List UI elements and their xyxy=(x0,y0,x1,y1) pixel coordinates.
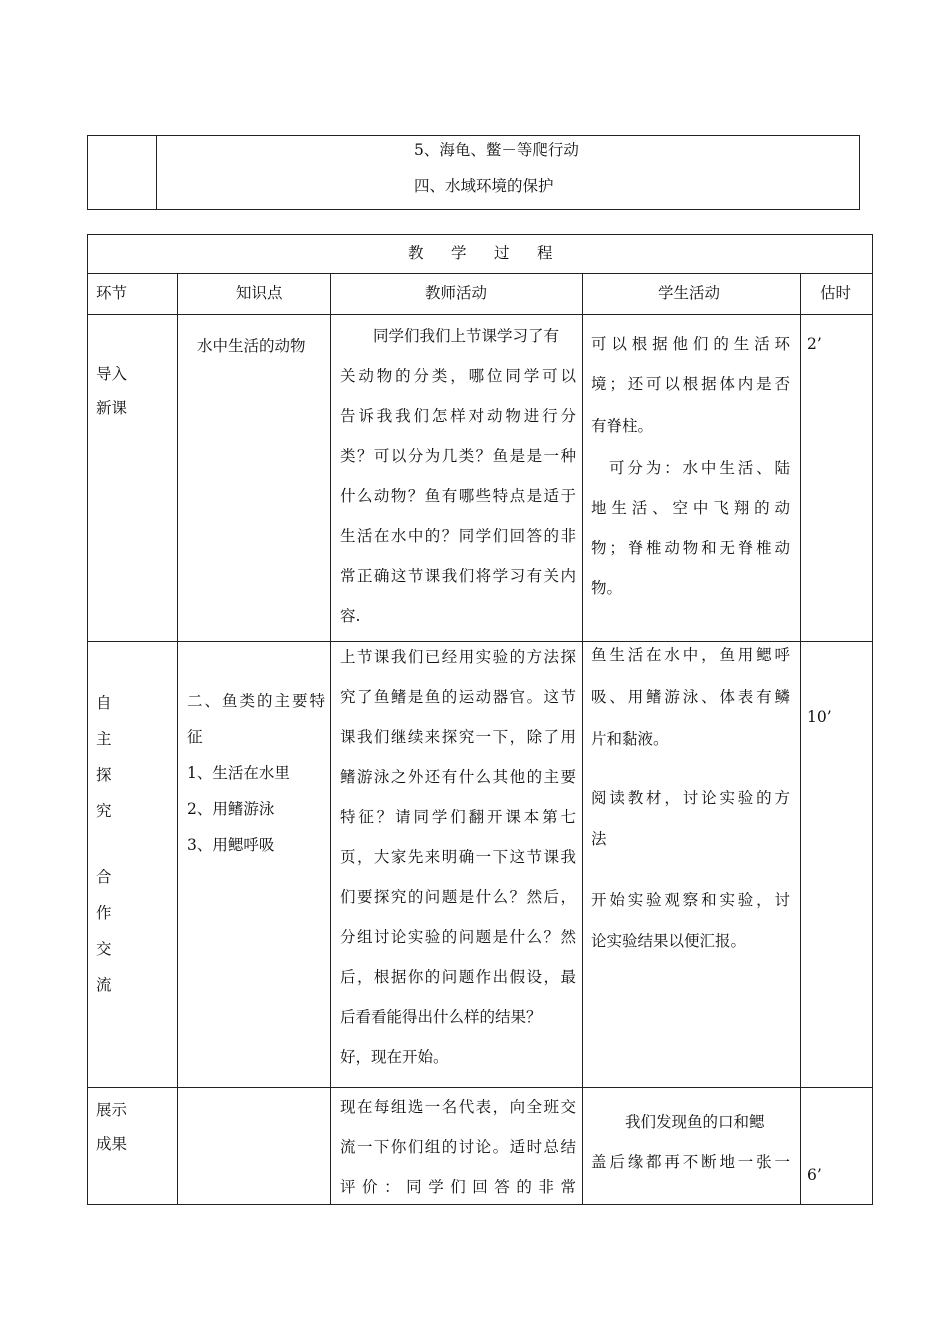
stage-text: 成果 xyxy=(96,1135,128,1153)
row-divider-title xyxy=(87,273,873,274)
row1-knowledge: 水中生活的动物 xyxy=(197,337,306,355)
header-stage: 环节 xyxy=(96,284,128,302)
student-line: 地生活、空中飞翔的动 xyxy=(591,499,790,517)
stage-text: 究 xyxy=(96,802,112,820)
teacher-line: 容. xyxy=(340,607,361,625)
teacher-line: 关动物的分类，哪位同学可以 xyxy=(340,367,576,385)
student-line: 开始实验观察和实验，讨 xyxy=(591,891,790,909)
stage-text: 交 xyxy=(96,940,112,958)
teacher-line: 同学们我们上节课学习了有 xyxy=(373,327,560,345)
stage-text: 导入 xyxy=(96,365,128,383)
student-line: 鱼生活在水中，鱼用鳃呼 xyxy=(591,646,790,664)
row1-time: 2’ xyxy=(807,335,822,353)
row2-stage xyxy=(96,685,112,1003)
top-table-divider xyxy=(156,135,157,210)
student-line: 片和黏液。 xyxy=(591,730,669,748)
teacher-line: 上节课我们已经用实验的方法探 xyxy=(340,648,576,666)
student-line: 我们发现鱼的口和鳃 xyxy=(625,1113,765,1131)
student-line: 论实验结果以便汇报。 xyxy=(591,932,747,950)
teacher-line: 流一下你们组的讨论。适时总结 xyxy=(340,1138,576,1156)
student-line: 境；还可以根据体内是否 xyxy=(591,375,790,393)
teacher-line: 什么动物？鱼有哪些特点是适于 xyxy=(340,487,576,505)
knowledge-line: 二、鱼类的主要特 xyxy=(187,692,325,710)
teacher-line: 现在每组选一名代表，向全班交 xyxy=(340,1098,576,1116)
row3-stage xyxy=(96,1093,127,1161)
student-line: 吸、用鳍游泳、体表有鳞 xyxy=(591,688,790,706)
col-divider-3 xyxy=(582,273,583,1205)
col-divider-2 xyxy=(330,273,331,1205)
student-line: 可以根据他们的生活环 xyxy=(591,335,790,353)
stage-text: 展示 xyxy=(96,1101,128,1119)
row-divider-header xyxy=(87,314,873,315)
teacher-line: 生活在水中的？同学们回答的非 xyxy=(340,527,576,545)
row3-time: 6’ xyxy=(807,1166,822,1184)
teacher-line: 后，根据你的问题作出假设，最 xyxy=(340,968,576,986)
header-knowledge: 知识点 xyxy=(236,284,283,302)
stage-text: 流 xyxy=(96,976,112,994)
header-teacher: 教师活动 xyxy=(425,284,488,302)
col-divider-1 xyxy=(177,273,178,1205)
teacher-line: 告诉我我们怎样对动物进行分 xyxy=(340,407,576,425)
student-line: 阅读教材，讨论实验的方 xyxy=(591,789,790,807)
header-time: 估时 xyxy=(820,284,852,302)
knowledge-line: 2、用鳍游泳 xyxy=(187,800,275,818)
stage-text: 探 xyxy=(96,766,112,784)
top-table-line-1: 5、海龟、鳖－等爬行动 xyxy=(414,141,579,159)
knowledge-line: 征 xyxy=(187,728,203,746)
knowledge-line: 3、用鳃呼吸 xyxy=(187,836,275,854)
student-line: 法 xyxy=(591,830,607,848)
row2-time: 10’ xyxy=(807,708,832,726)
teacher-line: 好，现在开始。 xyxy=(340,1048,449,1066)
row1-stage xyxy=(96,357,127,425)
student-line: 物。 xyxy=(591,579,623,597)
teacher-line: 评价：同学们回答的非常 xyxy=(340,1178,576,1196)
row2-knowledge xyxy=(187,683,325,863)
stage-text: 自 xyxy=(96,694,112,712)
teacher-line: 页，大家先来明确一下这节课我 xyxy=(340,848,576,866)
teacher-line: 特征？请同学们翻开课本第七 xyxy=(340,808,576,826)
stage-text: 主 xyxy=(96,730,112,748)
teacher-line: 课我们继续来探究一下，除了用 xyxy=(340,728,576,746)
col-divider-4 xyxy=(800,273,801,1205)
teacher-line: 分组讨论实验的问题是什么？然 xyxy=(340,928,576,946)
stage-text: 新课 xyxy=(96,399,128,417)
teacher-line: 鳍游泳之外还有什么其他的主要 xyxy=(340,768,576,786)
teacher-line: 后看看能得出什么样的结果？ xyxy=(340,1008,542,1026)
teacher-line: 类？可以分为几类？鱼是是一种 xyxy=(340,447,576,465)
student-line: 盖后缘都再不断地一张一 xyxy=(591,1153,790,1171)
header-student: 学生活动 xyxy=(658,284,721,302)
teacher-line: 究了鱼鳍是鱼的运动器官。这节 xyxy=(340,688,576,706)
student-line: 可分为：水中生活、陆 xyxy=(609,459,790,477)
student-line: 有脊柱。 xyxy=(591,417,654,435)
table-title: 教 学 过 程 xyxy=(408,244,559,262)
knowledge-line: 1、生活在水里 xyxy=(187,764,290,782)
teacher-line: 常正确这节课我们将学习有关内 xyxy=(340,567,576,585)
stage-text: 合 xyxy=(96,868,112,886)
teacher-line: 们要探究的问题是什么？然后， xyxy=(340,888,576,906)
student-line: 物；脊椎动物和无脊椎动 xyxy=(591,539,790,557)
top-table-line-2: 四、水域环境的保护 xyxy=(414,177,554,195)
stage-text: 作 xyxy=(96,904,112,922)
